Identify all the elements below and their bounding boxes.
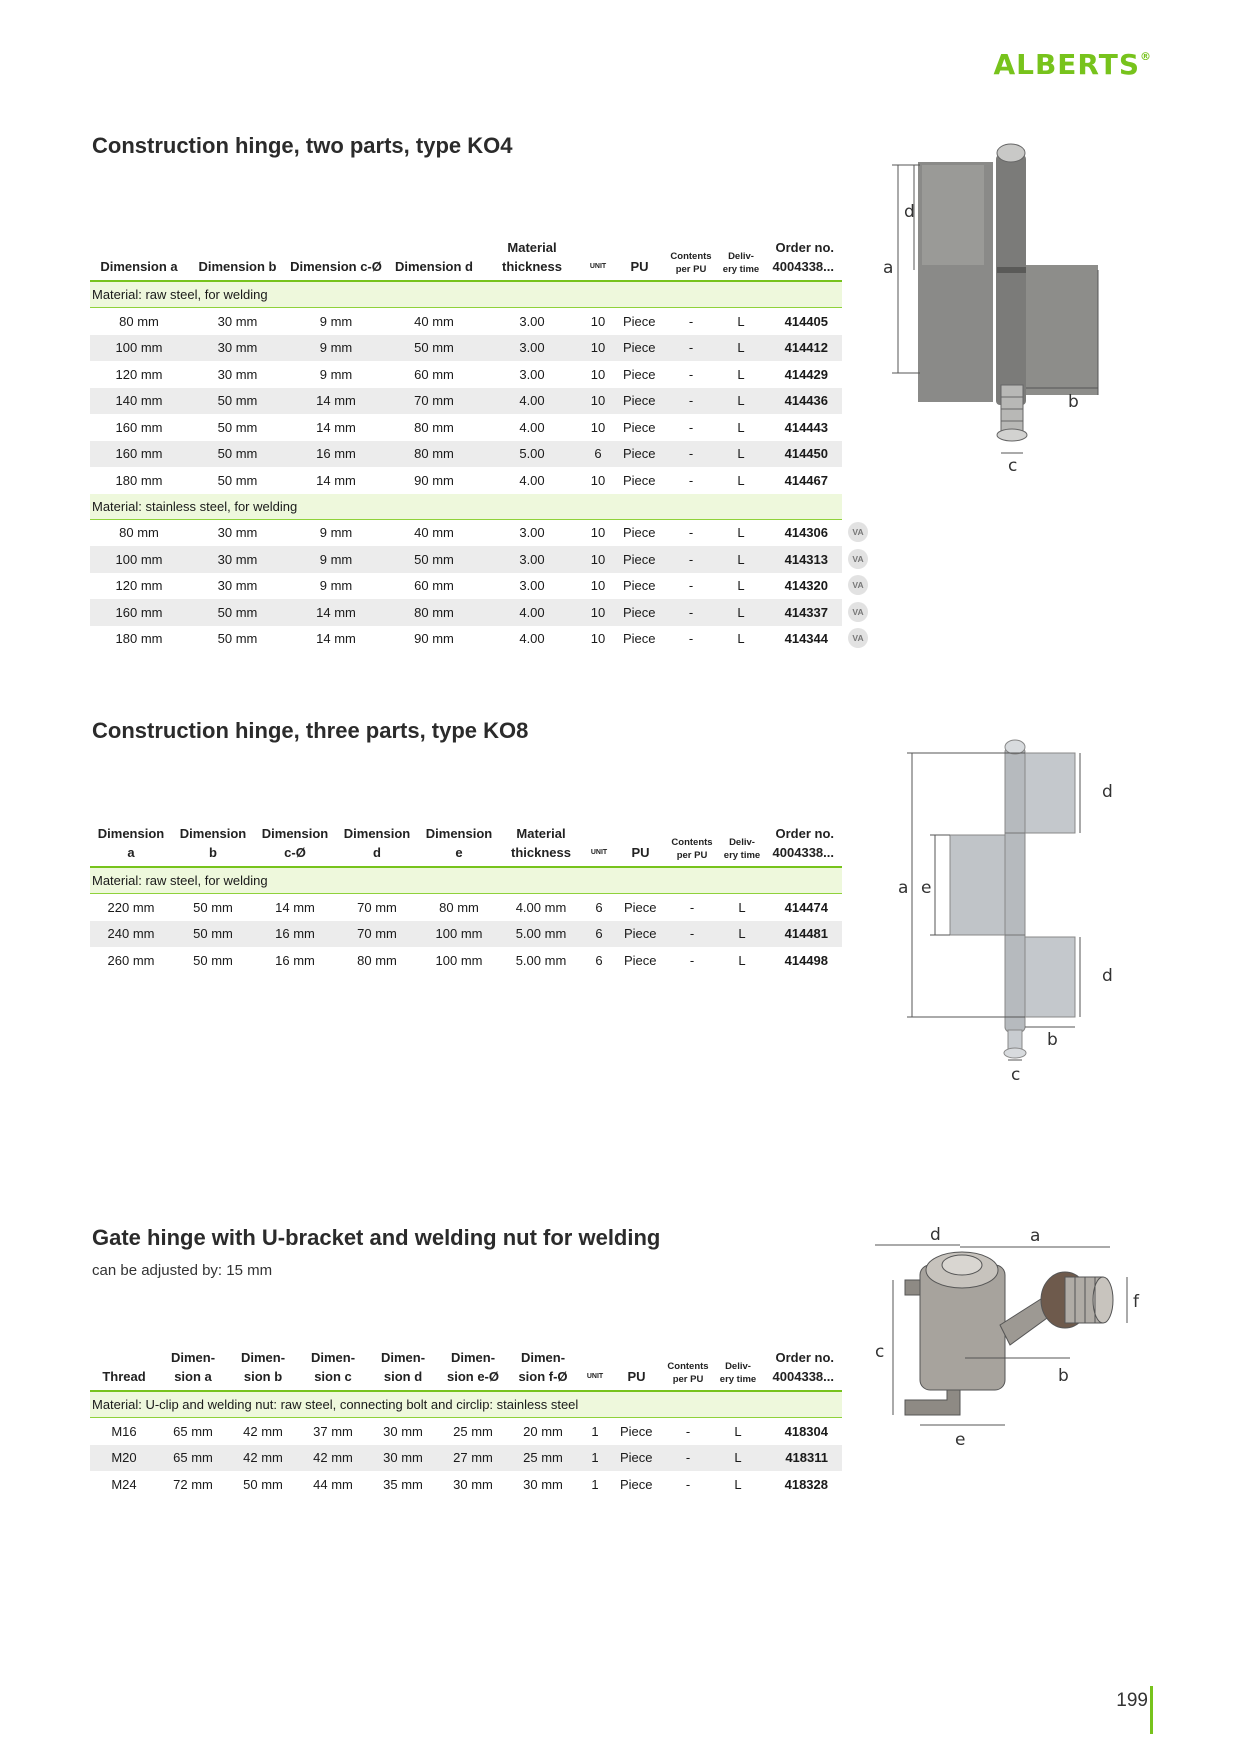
table-cell: 3.00 [519, 366, 545, 382]
table-cell: L [737, 578, 745, 594]
table-cell: 80 mm [414, 419, 454, 435]
table-cell: 90 mm [414, 631, 454, 647]
table-cell: Piece [615, 441, 664, 468]
table-cell: L [715, 1445, 761, 1472]
table-cell: 14 mm [316, 631, 356, 647]
table-header-row [90, 824, 842, 867]
table-cell: 30 mm [217, 313, 258, 329]
gate-hinge-figure [865, 1225, 1155, 1450]
table-row [90, 519, 842, 546]
table-cell: 9 mm [287, 546, 385, 573]
table-cell: 50 mm [193, 952, 233, 968]
table-cell: - [688, 525, 694, 541]
table-cell: L [738, 899, 746, 915]
table-cell: Piece [620, 1423, 653, 1439]
table-cell: - [664, 335, 718, 362]
col-header-dimension-d: Dimension d [385, 238, 483, 281]
col-header-dimension-e: Dimension e [418, 824, 500, 867]
table-cell: 10 [590, 313, 606, 329]
table-cell: 25 mm [453, 1423, 493, 1439]
table-cell: - [688, 366, 694, 382]
table-cell: 180 mm [115, 631, 163, 647]
table-row [90, 921, 842, 948]
label-f: f [1133, 1292, 1139, 1312]
table-cell: L [718, 388, 764, 415]
table-cell: Piece [623, 419, 656, 435]
table-cell: 30 mm [217, 578, 258, 594]
col-header-delivery: Deliv- ery time [719, 824, 765, 867]
col-header-dimension-d: Dimen- sion d [368, 1348, 438, 1391]
col-header-unit: UNIT [581, 238, 615, 281]
col-header-material-thickness: Material thickness [500, 824, 582, 867]
table-cell: 3.00 [483, 335, 581, 362]
table-cell: 65 mm [158, 1445, 228, 1472]
spec-table-ko4 [90, 238, 842, 652]
col-header-dimension-b: Dimension b [188, 238, 287, 281]
table-cell: L [719, 921, 765, 948]
table-cell: L [718, 546, 764, 573]
table-cell: 40 mm [414, 313, 454, 329]
order-number-cell: 414313 [764, 546, 842, 573]
table-cell: 30 mm [217, 366, 258, 382]
table-cell: 240 mm [90, 921, 172, 948]
order-number-cell: 414498 [784, 952, 828, 968]
table-row [90, 388, 842, 415]
label-e: e [955, 1430, 966, 1450]
table-cell: Piece [615, 599, 664, 626]
ko4-hinge-figure [880, 135, 1120, 480]
table-row [90, 467, 842, 494]
table-row [90, 599, 842, 626]
table-cell: 50 mm [188, 388, 287, 415]
table-cell: 80 mm [385, 441, 483, 468]
label-c: c [1011, 1065, 1021, 1085]
col-header-order-no: Order no. 4004338... [764, 238, 842, 281]
table-cell: 30 mm [188, 335, 287, 362]
table-cell: Piece [623, 472, 656, 488]
table-cell: 10 [581, 546, 615, 573]
order-number-cell: 414405 [784, 313, 828, 329]
table-cell: 4.00 [483, 388, 581, 415]
table-row [90, 573, 842, 600]
table-cell: 1 [591, 1423, 599, 1439]
table-cell: 50 mm [385, 546, 483, 573]
table-row [90, 308, 842, 335]
va-badge: VA [848, 549, 868, 569]
col-header-contents: Contents per PU [664, 238, 718, 281]
rows-gate-hinge [90, 1418, 842, 1498]
table-cell: 50 mm [217, 472, 258, 488]
col-header-dimension-c: Dimen- sion c [298, 1348, 368, 1391]
table-cell: L [718, 335, 764, 362]
col-header-dimension-f: Dimen- sion f-Ø [508, 1348, 578, 1391]
order-number-cell: 414450 [764, 441, 842, 468]
table-cell: 40 mm [414, 525, 454, 541]
table-cell: - [688, 578, 694, 594]
table-cell: Piece [624, 899, 657, 915]
order-number-cell: 414474 [784, 899, 828, 915]
table-cell: 16 mm [287, 441, 385, 468]
section-title-ko4: Construction hinge, two parts, type KO4 [92, 133, 513, 158]
table-cell: L [734, 1476, 742, 1492]
table-cell: 9 mm [319, 313, 353, 329]
table-cell: 50 mm [172, 921, 254, 948]
table-cell: 80 mm [385, 599, 483, 626]
page-number-rule [1150, 1686, 1153, 1734]
table-cell: 4.00 [519, 472, 545, 488]
table-cell: 6 [595, 952, 603, 968]
hinge-knuckle [1005, 747, 1025, 1032]
table-cell: L [718, 599, 764, 626]
table-cell: 260 mm [107, 952, 155, 968]
table-cell: - [664, 441, 718, 468]
table-cell: 10 [590, 578, 606, 594]
col-header-contents: Contents per PU [661, 1348, 715, 1391]
table-cell: 220 mm [107, 899, 155, 915]
col-header-dimension-a: Dimen- sion a [158, 1348, 228, 1391]
table-cell: 10 [590, 525, 606, 541]
table-cell: 30 mm [383, 1423, 423, 1439]
table-cell: 1 [578, 1445, 612, 1472]
rows-ko8-raw [90, 894, 842, 974]
table-row [90, 1445, 842, 1472]
table-cell: - [664, 599, 718, 626]
order-number-cell: 414467 [784, 472, 828, 488]
hinge-leaf-middle [950, 835, 1005, 935]
table-cell: 14 mm [316, 472, 356, 488]
table-cell: 3.00 [519, 578, 545, 594]
col-header-material-thickness: Material thickness [483, 238, 581, 281]
table-cell: 50 mm [188, 599, 287, 626]
spec-table-gate-hinge [90, 1348, 842, 1498]
table-row [90, 1471, 842, 1498]
label-d-bottom: d [1102, 966, 1113, 986]
order-number-cell: 414344 [784, 631, 828, 647]
table-cell: 140 mm [90, 388, 188, 415]
table-cell: Piece [623, 525, 656, 541]
col-header-pu: PU [612, 1348, 661, 1391]
table-cell: 9 mm [287, 335, 385, 362]
rows-ko4-stainless [90, 519, 842, 652]
table-cell: M16 [111, 1423, 137, 1439]
col-header-pu: PU [616, 824, 665, 867]
table-cell: 37 mm [313, 1423, 353, 1439]
label-a: a [898, 878, 909, 898]
table-cell: 120 mm [115, 366, 163, 382]
table-cell: 4.00 [483, 599, 581, 626]
label-b: b [1068, 392, 1079, 412]
col-header-unit: UNIT [578, 1348, 612, 1391]
table-cell: - [688, 472, 694, 488]
order-number-cell: 414412 [764, 335, 842, 362]
material-row: Material: raw steel, for welding [90, 281, 842, 308]
table-row [90, 414, 842, 441]
label-d: d [930, 1225, 941, 1245]
table-cell: Piece [616, 921, 665, 948]
va-badge: VA [848, 575, 868, 595]
table-cell: 10 [581, 335, 615, 362]
label-c: c [1008, 456, 1018, 476]
table-cell: 4.00 [519, 631, 545, 647]
table-cell: - [685, 1423, 691, 1439]
table-cell: Piece [615, 335, 664, 362]
table-cell: 9 mm [319, 578, 353, 594]
table-cell: 160 mm [115, 419, 163, 435]
table-cell: 14 mm [287, 599, 385, 626]
label-a: a [1030, 1226, 1041, 1246]
table-cell: - [664, 546, 718, 573]
label-a: a [883, 258, 894, 278]
table-cell: 10 [590, 366, 606, 382]
table-cell: L [737, 631, 745, 647]
table-cell: 50 mm [193, 899, 233, 915]
va-badge: VA [848, 628, 868, 648]
table-cell: Piece [623, 631, 656, 647]
col-header-thread: Thread [90, 1348, 158, 1391]
label-e: e [921, 878, 932, 898]
label-d-top: d [1102, 782, 1113, 802]
rows-ko4-raw [90, 308, 842, 494]
order-number-cell: 414320 [784, 578, 828, 594]
table-cell: 60 mm [414, 578, 454, 594]
table-row [90, 441, 842, 468]
order-number-cell: 418311 [761, 1445, 842, 1472]
table-cell: 14 mm [316, 419, 356, 435]
table-cell: 42 mm [243, 1423, 283, 1439]
col-header-dimension-b: Dimen- sion b [228, 1348, 298, 1391]
table-cell: 9 mm [319, 525, 353, 541]
table-cell: 42 mm [228, 1445, 298, 1472]
table-cell: 50 mm [188, 441, 287, 468]
table-cell: 44 mm [313, 1476, 353, 1492]
table-cell: Piece [620, 1476, 653, 1492]
table-row [90, 361, 842, 388]
col-header-dimension-d: Dimension d [336, 824, 418, 867]
col-header-dimension-b: Dimension b [172, 824, 254, 867]
table-cell: 6 [595, 899, 603, 915]
table-cell: 10 [590, 419, 606, 435]
material-row: Material: raw steel, for welding [90, 867, 842, 894]
table-cell: 25 mm [508, 1445, 578, 1472]
order-number-cell: 414429 [784, 366, 828, 382]
col-header-dimension-a: Dimension a [90, 238, 188, 281]
table-cell: 80 mm [439, 899, 479, 915]
hinge-leaf-bottom [1025, 937, 1075, 1017]
table-cell: - [688, 631, 694, 647]
table-cell: 60 mm [414, 366, 454, 382]
table-cell: 70 mm [385, 388, 483, 415]
table-cell: 80 mm [119, 313, 159, 329]
table-cell: 35 mm [383, 1476, 423, 1492]
table-cell: L [737, 419, 745, 435]
table-cell: 80 mm [357, 952, 397, 968]
table-cell: L [718, 441, 764, 468]
table-cell: 20 mm [523, 1423, 563, 1439]
col-header-delivery: Deliv- ery time [718, 238, 764, 281]
table-row [90, 335, 842, 362]
table-cell: - [685, 1476, 691, 1492]
table-cell: 100 mm [435, 952, 483, 968]
table-cell: 30 mm [453, 1476, 493, 1492]
table-cell: 120 mm [115, 578, 163, 594]
table-cell: 70 mm [357, 899, 397, 915]
table-cell: - [689, 952, 695, 968]
table-cell: 10 [590, 472, 606, 488]
col-header-delivery: Deliv- ery time [715, 1348, 761, 1391]
table-cell: - [688, 313, 694, 329]
table-cell: L [734, 1423, 742, 1439]
table-header-row [90, 1348, 842, 1391]
order-number-cell: 418304 [784, 1423, 828, 1439]
order-number-cell: 414306 [784, 525, 828, 541]
table-cell: - [689, 899, 695, 915]
table-cell: 4.00 [519, 419, 545, 435]
col-header-contents: Contents per PU [665, 824, 719, 867]
order-number-cell: 414337 [764, 599, 842, 626]
table-cell: 50 mm [217, 419, 258, 435]
table-cell: M24 [111, 1476, 137, 1492]
table-cell: 50 mm [385, 335, 483, 362]
table-cell: 30 mm [368, 1445, 438, 1472]
page-number: 199 [1116, 1690, 1148, 1711]
table-cell: - [688, 419, 694, 435]
table-cell: 100 mm [418, 921, 500, 948]
table-cell: 42 mm [298, 1445, 368, 1472]
table-cell: Piece [623, 578, 656, 594]
table-row [90, 626, 842, 653]
table-cell: L [738, 952, 746, 968]
table-cell: 16 mm [254, 921, 336, 948]
table-cell: 1 [591, 1476, 599, 1492]
table-cell: 6 [581, 441, 615, 468]
table-cell: L [737, 525, 745, 541]
table-cell: 180 mm [115, 472, 163, 488]
table-cell: 30 mm [217, 525, 258, 541]
table-cell: 160 mm [90, 599, 188, 626]
table-cell: 14 mm [275, 899, 315, 915]
col-header-dimension-a: Dimension a [90, 824, 172, 867]
section-title-gate-hinge: Gate hinge with U-bracket and welding nut for welding [92, 1225, 661, 1250]
table-cell: 5.00 mm [500, 921, 582, 948]
order-number-cell: 414443 [784, 419, 828, 435]
col-header-dimension-c: Dimension c-Ø [254, 824, 336, 867]
table-cell: Piece [615, 546, 664, 573]
table-cell: Piece [612, 1445, 661, 1472]
ko8-hinge-figure [895, 735, 1125, 1090]
col-header-dimension-e: Dimen- sion e-Ø [438, 1348, 508, 1391]
table-cell: 30 mm [188, 546, 287, 573]
section-subtitle: can be adjusted by: 15 mm [92, 1262, 273, 1279]
table-cell: L [737, 366, 745, 382]
table-cell: 5.00 mm [515, 952, 567, 968]
section-title-ko8: Construction hinge, three parts, type KO8 [92, 718, 529, 743]
table-row [90, 947, 842, 974]
hinge-leaf-top [1025, 753, 1075, 833]
table-cell: L [737, 472, 745, 488]
label-d: d [904, 202, 915, 222]
table-cell: 50 mm [217, 631, 258, 647]
brand-logo: ALBERTS® [993, 48, 1152, 81]
table-header-row [90, 238, 842, 281]
table-cell: 3.00 [483, 546, 581, 573]
material-row: Material: stainless steel, for welding [90, 494, 842, 520]
table-cell: 90 mm [414, 472, 454, 488]
table-cell: 100 mm [90, 546, 188, 573]
table-cell: 50 mm [243, 1476, 283, 1492]
table-row [90, 1418, 842, 1445]
table-cell: 10 [590, 631, 606, 647]
order-number-cell: 414481 [765, 921, 842, 948]
table-cell: 72 mm [173, 1476, 213, 1492]
va-badge: VA [848, 522, 868, 542]
table-cell: M20 [90, 1445, 158, 1472]
table-cell: L [737, 313, 745, 329]
table-cell: Piece [623, 366, 656, 382]
col-header-unit: UNIT [582, 824, 616, 867]
order-number-cell: 418328 [784, 1476, 828, 1492]
label-b: b [1047, 1030, 1058, 1050]
table-cell: - [661, 1445, 715, 1472]
table-cell: 100 mm [90, 335, 188, 362]
table-cell: Piece [615, 388, 664, 415]
table-cell: 3.00 [519, 525, 545, 541]
table-cell: 65 mm [173, 1423, 213, 1439]
table-cell: 16 mm [275, 952, 315, 968]
col-header-order-no: Order no. 4004338... [765, 824, 842, 867]
table-cell: Piece [623, 313, 656, 329]
table-cell: 10 [581, 388, 615, 415]
table-cell: 160 mm [90, 441, 188, 468]
hinge-knuckle [996, 155, 1026, 405]
table-cell: 6 [582, 921, 616, 948]
label-c: c [875, 1342, 885, 1362]
hinge-leaf-lower [1026, 265, 1098, 395]
table-cell: 70 mm [336, 921, 418, 948]
table-cell: - [665, 921, 719, 948]
table-cell: 14 mm [287, 388, 385, 415]
spec-table-ko8 [90, 824, 842, 974]
table-cell: 80 mm [119, 525, 159, 541]
label-b: b [1058, 1366, 1069, 1386]
table-row [90, 546, 842, 573]
col-header-order-no: Order no. 4004338... [761, 1348, 842, 1391]
table-cell: 5.00 [483, 441, 581, 468]
table-cell: 10 [581, 599, 615, 626]
table-cell: 30 mm [523, 1476, 563, 1492]
table-row [90, 894, 842, 921]
table-cell: Piece [624, 952, 657, 968]
table-cell: 27 mm [438, 1445, 508, 1472]
table-cell: 9 mm [319, 366, 353, 382]
table-cell: 3.00 [519, 313, 545, 329]
table-cell: 4.00 mm [515, 899, 567, 915]
order-number-cell: 414436 [764, 388, 842, 415]
col-header-dimension-c: Dimension c-Ø [287, 238, 385, 281]
col-header-pu: PU [615, 238, 664, 281]
va-badge: VA [848, 602, 868, 622]
table-cell: - [664, 388, 718, 415]
material-row: Material: U-clip and welding nut: raw steel, connecting bolt and circlip: stainless steel [90, 1391, 842, 1418]
